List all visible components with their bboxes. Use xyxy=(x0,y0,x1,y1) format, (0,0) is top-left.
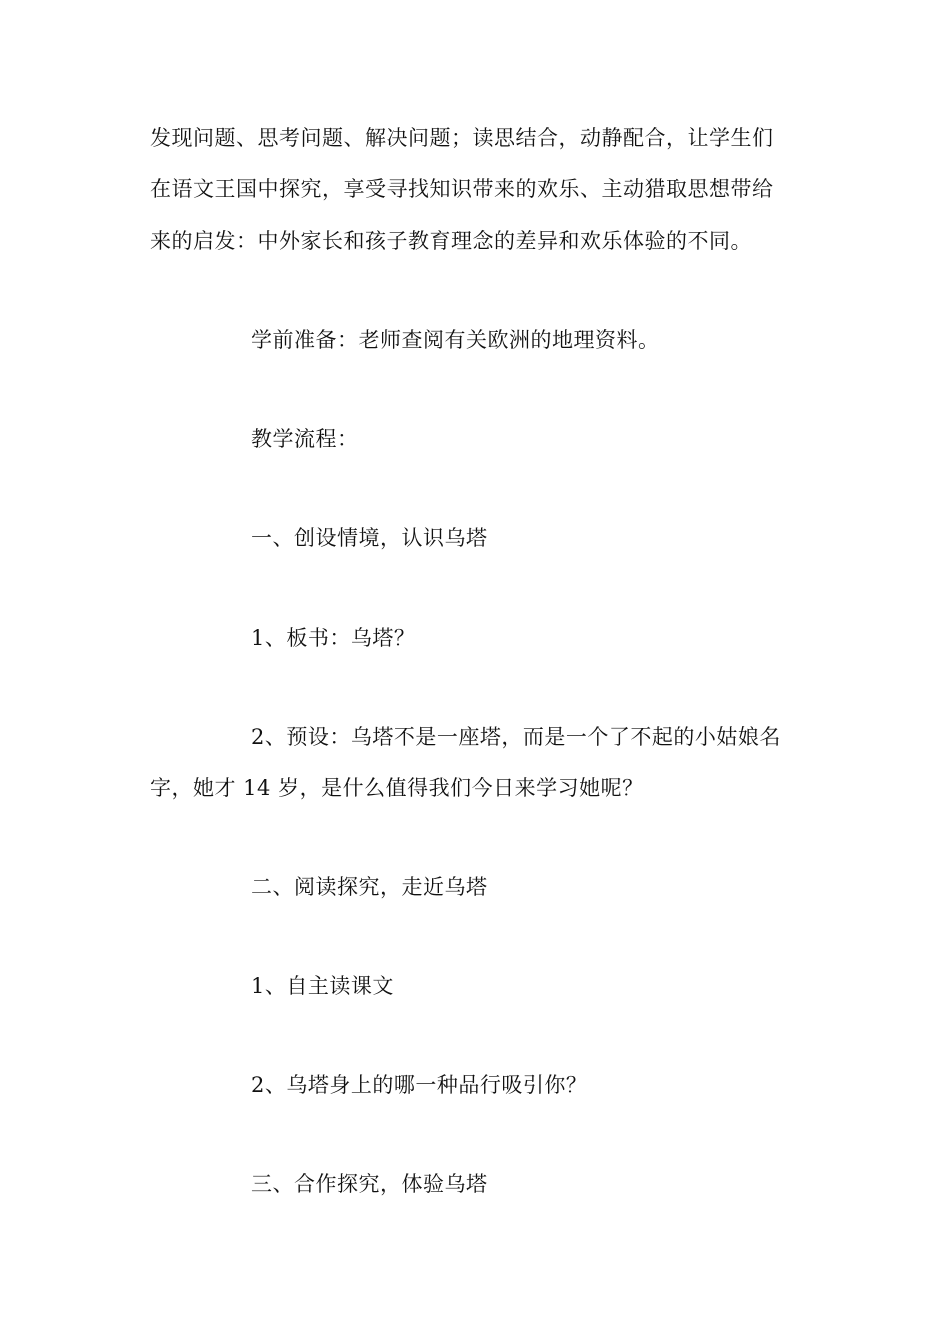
prep-line: 学前准备：老师查阅有关欧洲的地理资料。 xyxy=(251,328,660,352)
paragraph-line: 在语文王国中探究，享受寻找知识带来的欢乐、主动猎取思想带给 xyxy=(150,177,774,201)
paragraph-line: 发现问题、思考问题、解决问题；读思结合，动静配合，让学生们 xyxy=(150,126,774,150)
section-heading: 二、阅读探究，走近乌塔 xyxy=(251,875,488,899)
list-item: 2、乌塔身上的哪一种品行吸引你？ xyxy=(251,1073,588,1097)
list-item: 1、自主读课文 xyxy=(251,974,394,998)
list-item: 2、预设：乌塔不是一座塔，而是一个了不起的小姑娘名 xyxy=(251,725,781,749)
list-item-continuation: 字，她才 14 岁，是什么值得我们今日来学习她呢？ xyxy=(150,776,644,800)
paragraph-line: 来的启发：中外家长和孩子教育理念的差异和欢乐体验的不同。 xyxy=(150,229,752,253)
list-item: 1、板书：乌塔？ xyxy=(251,626,416,650)
flow-title: 教学流程： xyxy=(251,427,359,451)
section-heading: 一、创设情境，认识乌塔 xyxy=(251,526,488,550)
section-heading: 三、合作探究，体验乌塔 xyxy=(251,1172,488,1196)
